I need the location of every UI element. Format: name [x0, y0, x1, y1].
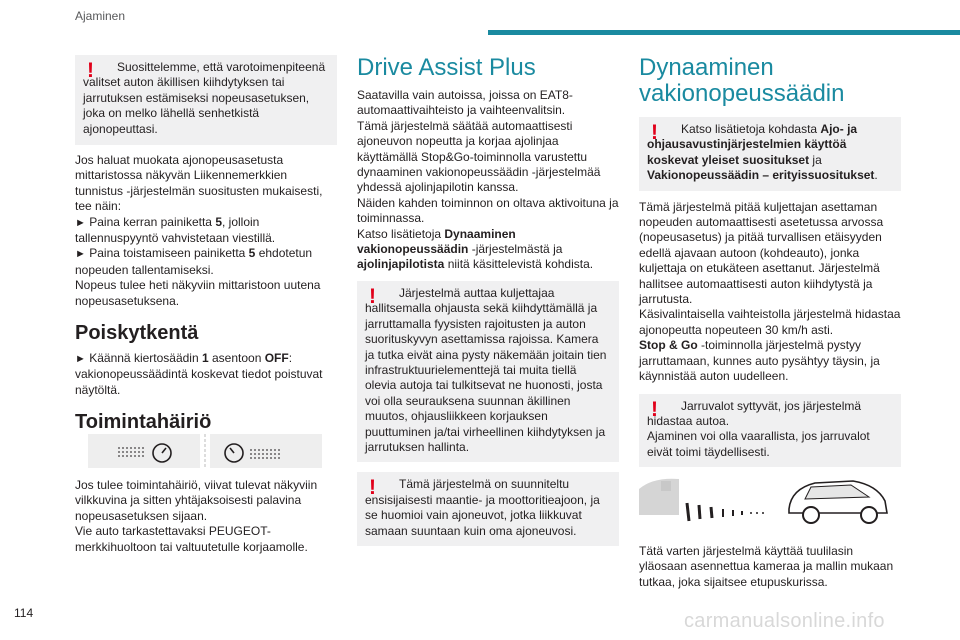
warning-text: Jarruvalot syttyvät, jos järjestelmä hidastaa autoa. Ajaminen voi olla vaarallista, jos jarruvalot eivät toimi täydellisesti.: [647, 398, 870, 459]
warning-icon: !: [369, 284, 376, 308]
paragraph: Saatavilla vain autoissa, joissa on EAT8-automaattivaihteisto ja vaihteenvalitsin. Tämä järjestelmä säätää automaattisesti ajoneuvon nopeutta ja korjaa ajolinjaa käyttämällä Stop&Go-toiminnolla varustettu dynaaminen vakionopeussäädin -järjestelmää yhdessä ajolinjapilotin kanssa. Näiden kahden toiminnon on oltava aktivoituna ja toiminnassa.: [357, 88, 619, 226]
arrow-icon: ►: [75, 248, 86, 261]
warning-box: [639, 117, 901, 191]
warning-box: [639, 394, 901, 468]
section-heading-fault: Toimintahäiriö: [75, 411, 212, 434]
warning-icon: !: [651, 397, 658, 421]
page-number: 114: [14, 606, 34, 620]
paragraph: Tätä varten järjestelmä käyttää tuulilasin yläosaan asennettua kameraa ja mallin mukaan tutkaa, joka sijaitsee etupuskurissa.: [639, 544, 894, 589]
arrow-icon: ►: [75, 353, 86, 366]
running-header: Ajaminen: [75, 9, 126, 23]
warning-icon: !: [651, 121, 658, 144]
watermark: carmanualsonline.info: [684, 610, 885, 632]
paragraph: Jos tulee toimintahäiriö, viivat tulevat näkyviin vilkkuvina ja sitten yhtäjaksoisesti palavina nopeusasetuksen sijaan. Vie auto tarkastettavaksi PEUGEOT-merkkihuoltoon tai valtuutetulle korjaamolle.: [75, 478, 318, 554]
warning-icon: !: [87, 59, 94, 82]
arrow-icon: ►: [75, 216, 86, 229]
column-middle: [357, 55, 619, 546]
warning-box: [357, 472, 619, 546]
warning-text: Katso lisätietoja kohdasta Ajo- ja ohjausavustinjärjestelmien käyttöä koskevat yleiset suositukset ja Vakionopeussäädin – erityissuositukset.: [647, 122, 878, 183]
section-title-dynamic-cruise: Dynaaminen vakionopeussäädin: [639, 54, 845, 107]
warning-box: [75, 55, 337, 145]
header-accent-bar: [488, 30, 960, 35]
step-item: ► Paina kerran painiketta 5, jolloin tallennuspyyntö vahvistetaan viestillä.: [75, 214, 276, 246]
paragraph: Jos haluat muokata ajonopeusasetusta mittaristossa näkyvän Liikennemerkkien tunnistus -järjestelmän suositusten mukaisesti, tee näin:: [75, 153, 323, 214]
section-heading-off: Poiskytkentä: [75, 322, 199, 345]
section-title-drive-assist: Drive Assist Plus: [357, 54, 536, 81]
warning-box: [357, 281, 619, 462]
paragraph: ► Käännä kiertosäädin 1 asentoon OFF: vakionopeussäädintä koskevat tiedot poistuvat näytöltä.: [75, 351, 323, 397]
car-radar-illustration: [639, 467, 901, 537]
final-paragraph-block: [639, 544, 901, 590]
fault-text-block: [75, 478, 337, 555]
warning-icon: !: [369, 476, 376, 500]
column-right: [639, 55, 901, 467]
warning-text: Tämä järjestelmä on suunniteltu ensisijaisesti maantie- ja moottoritieajoon, ja se huomioi vain ajoneuvot, jotka liikkuvat samaan suuntaan kuin oma ajoneuvosi.: [365, 477, 600, 538]
step-item: ► Paina toistamiseen painiketta 5 ehdotetun nopeuden tallentamiseksi.: [75, 246, 313, 277]
column-left: [75, 55, 337, 434]
fault-indicator-figure: [88, 434, 322, 468]
warning-text: Järjestelmä auttaa kuljettajaa hallitsemalla ohjausta sekä kiihdyttämällä ja jarruttamalla fyysisten rajoitusten ja auton suorituskyvyn asettamissa rajoissa. Kamera ja tutka eivät aina pysty näkemään joitain tien infrastruktuurielementtejä tai muita tiellä olevia autoja tai tulkitsevat ne huonosti, josta voi olla seurauksena suunnan äkillinen muutos, ohjausliikkeen korjauksen puuttuminen ja/tai virheellinen kiihdytyksen ja jarrutuksen hallinta.: [365, 285, 607, 454]
paragraph: Katso lisätietoja Dynaaminen vakionopeussäädin -järjestelmästä ja ajolinjapilotista niitä käsittelevistä kohdista.: [357, 226, 594, 272]
warning-text: Suosittelemme, että varotoimenpiteenä valitset auton äkillisen kiihdytyksen tai jarrutuksen estämiseksi nopeusasetuksen, joka on melko lähellä senhetkistä ajonopeuttasi.: [83, 60, 326, 136]
paragraph: Nopeus tulee heti näkyviin mittaristoon uutena nopeusasetuksena.: [75, 278, 321, 308]
paragraph: Tämä järjestelmä pitää kuljettajan asettaman nopeuden automaattisesti asetetussa arvossa (nopeusasetus) ja pitää turvallisen etäisyyden edellä ajavaan autoon (kohdeauto), jonka kuljettaja on etukäteen asettanut. Järjestelmä hallitsee automaattisesti auton kiihdytystä ja jarrutusta. Käsivalintaisella vaihteistolla järjestelmä hidastaa ajonopeutta nopeuteen 30 km/h asti. Stop & Go -toiminnolla järjestelmä pystyy jarruttamaan, kunnes auto pysähtyy täysin, ja käynnistää auton uudelleen.: [639, 199, 901, 384]
